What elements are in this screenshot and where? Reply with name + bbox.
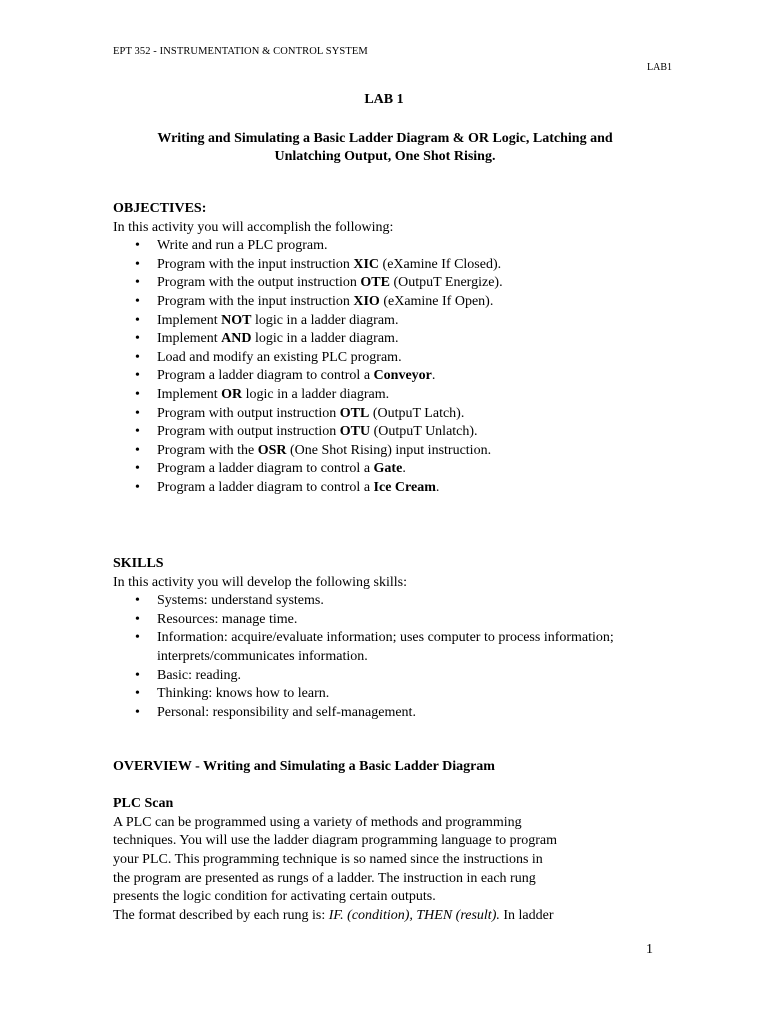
skills-list [113,592,673,722]
running-header-course: EPT 352 - INSTRUMENTATION & CONTROL SYSTEM [113,46,368,57]
main-title-line-2: Unlatching Output, One Shot Rising. [274,149,496,164]
overview-section [113,758,673,925]
objectives-intro: In this activity you will accomplish the following: [113,219,394,235]
running-header-lab: LAB1 [647,62,672,73]
objectives-section [113,200,673,498]
skill-item: • Thinking: knows how to learn. [113,685,673,704]
skill-item: • Information: acquire/evaluate information; uses computer to process information; interprets/communicates information. [113,629,673,666]
skill-item: • Personal: responsibility and self-management. [113,704,673,723]
objective-item: • Write and run a PLC program. [113,237,673,256]
objective-item: • Program a ladder diagram to control a Gate. [113,460,673,479]
objective-item: • Program with output instruction OTL (OutpuT Latch). [113,405,673,424]
skills-section [113,555,673,722]
objective-item: • Load and modify an existing PLC program. [113,349,673,368]
skill-item: • Resources: manage time. [113,611,673,630]
objective-item: • Program with output instruction OTU (OutpuT Unlatch). [113,423,673,442]
paragraph-line: your PLC. This programming technique is so named since the instructions in [113,851,543,867]
objective-item: • Program with the input instruction XIO (eXamine If Open). [113,293,673,312]
objectives-heading: OBJECTIVES: [113,201,207,216]
main-title-line-1: Writing and Simulating a Basic Ladder Diagram & OR Logic, Latching and [157,131,613,146]
objective-item: • Implement NOT logic in a ladder diagram. [113,312,673,331]
paragraph-line: The format described by each rung is: IF. (condition), THEN (result). In ladder [113,907,554,923]
objective-item: • Program with the input instruction XIC (eXamine If Closed). [113,256,673,275]
overview-heading: OVERVIEW - Writing and Simulating a Basic Ladder Diagram [113,759,495,774]
objective-item: • Program with the OSR (One Shot Rising) input instruction. [113,442,673,461]
paragraph-line: A PLC can be programmed using a variety of methods and programming [113,814,522,830]
skills-heading: SKILLS [113,556,164,571]
main-title [120,130,650,166]
objective-item: • Program with the output instruction OTE (OutpuT Energize). [113,274,673,293]
lab-title: LAB 1 [364,92,404,107]
skills-intro: In this activity you will develop the following skills: [113,574,407,590]
paragraph-line: the program are presented as rungs of a ladder. The instruction in each rung [113,870,536,886]
page-number: 1 [646,942,653,957]
objectives-list [113,237,673,497]
paragraph-line: presents the logic condition for activating certain outputs. [113,889,436,905]
objective-item: • Program a ladder diagram to control a Conveyor. [113,367,673,386]
plc-scan-heading: PLC Scan [113,796,174,812]
skill-item: • Basic: reading. [113,667,673,686]
objective-item: • Implement AND logic in a ladder diagram. [113,330,673,349]
paragraph-line: techniques. You will use the ladder diagram programming language to program [113,833,558,849]
skill-item: • Systems: understand systems. [113,592,673,611]
objective-item: • Program a ladder diagram to control a Ice Cream. [113,479,673,498]
objective-item: • Implement OR logic in a ladder diagram. [113,386,673,405]
